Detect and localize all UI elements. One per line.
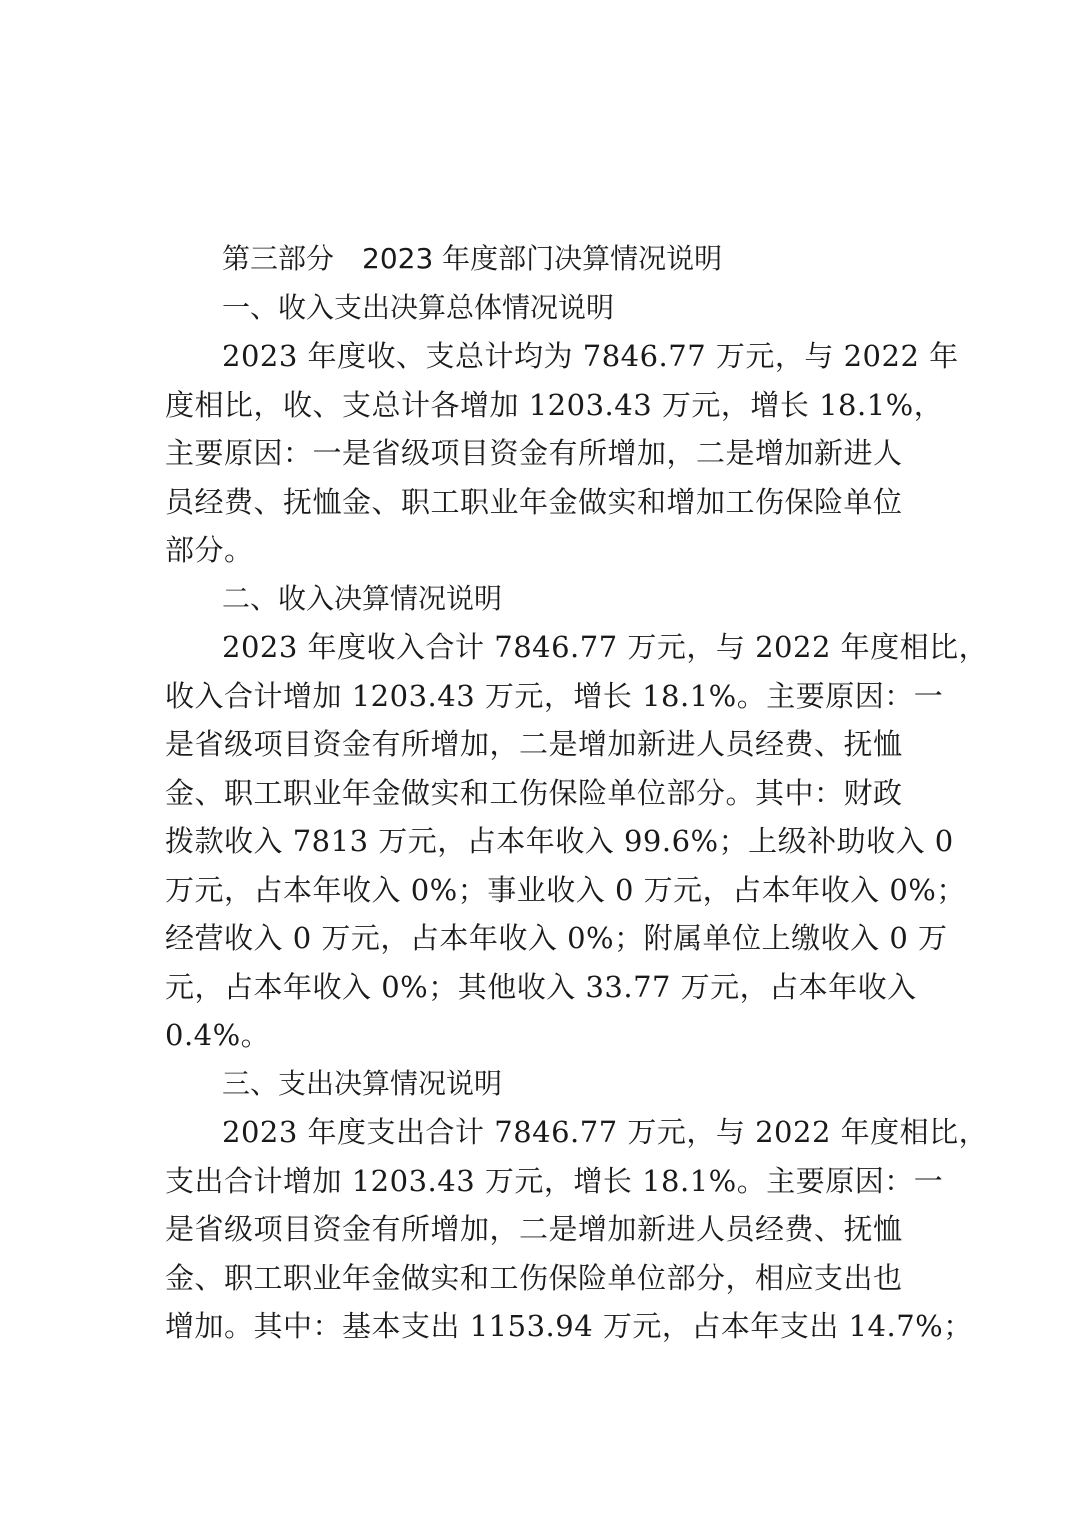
paragraph-overall [165,332,959,575]
paragraph-line: 经营收入 0 万元，占本年收入 0%；附属单位上缴收入 0 万 [165,921,948,955]
paragraph-line: 金、职工职业年金做实和工伤保险单位部分，相应支出也 [165,1260,903,1295]
paragraph-line: 支出合计增加 1203.43 万元，增长 18.1%。主要原因：一 [165,1163,944,1198]
paragraph-expenditure [165,1108,989,1351]
paragraph-income [165,623,989,1060]
paragraph-line: 元，占本年收入 0%；其他收入 33.77 万元，占本年收入 [165,969,917,1004]
document-content [165,235,989,1351]
paragraph-line: 2023 年度收入合计 7846.77 万元，与 2022 年度相比， [222,630,989,664]
paragraph-line: 金、职工职业年金做实和工伤保险单位部分。其中：财政 [165,775,903,810]
paragraph-line: 是省级项目资金有所增加，二是增加新进人员经费、抚恤 [165,1212,903,1246]
heading-overall: 一、收入支出决算总体情况说明 [222,290,615,324]
paragraph-line: 部分。 [165,533,254,567]
paragraph-line: 万元，占本年收入 0%；事业收入 0 万元，占本年收入 0%； [165,872,966,907]
heading-income: 二、收入决算情况说明 [222,581,503,615]
paragraph-line: 度相比，收、支总计各增加 1203.43 万元，增长 18.1%， [165,387,944,422]
paragraph-line: 员经费、抚恤金、职工职业年金做实和增加工伤保险单位 [165,484,903,519]
paragraph-line: 是省级项目资金有所增加，二是增加新进人员经费、抚恤 [165,727,903,761]
paragraph-line: 增加。其中：基本支出 1153.94 万元，占本年支出 14.7%； [165,1309,973,1343]
paragraph-line: 2023 年度支出合计 7846.77 万元，与 2022 年度相比， [222,1115,989,1149]
section-title-text: 2023 年度部门决算情况说明 [362,242,723,275]
paragraph-line: 收入合计增加 1203.43 万元，增长 18.1%。主要原因：一 [165,678,944,713]
heading-expenditure: 三、支出决算情况说明 [222,1066,503,1100]
paragraph-line: 主要原因：一是省级项目资金有所增加，二是增加新进人 [165,436,903,470]
paragraph-line: 0.4%。 [165,1018,271,1052]
paragraph-line: 2023 年度收、支总计均为 7846.77 万元，与 2022 年 [222,339,959,373]
section-part: 第三部分 [222,242,335,275]
paragraph-line: 拨款收入 7813 万元，占本年收入 99.6%；上级补助收入 0 [165,824,954,858]
section-title [165,235,885,284]
